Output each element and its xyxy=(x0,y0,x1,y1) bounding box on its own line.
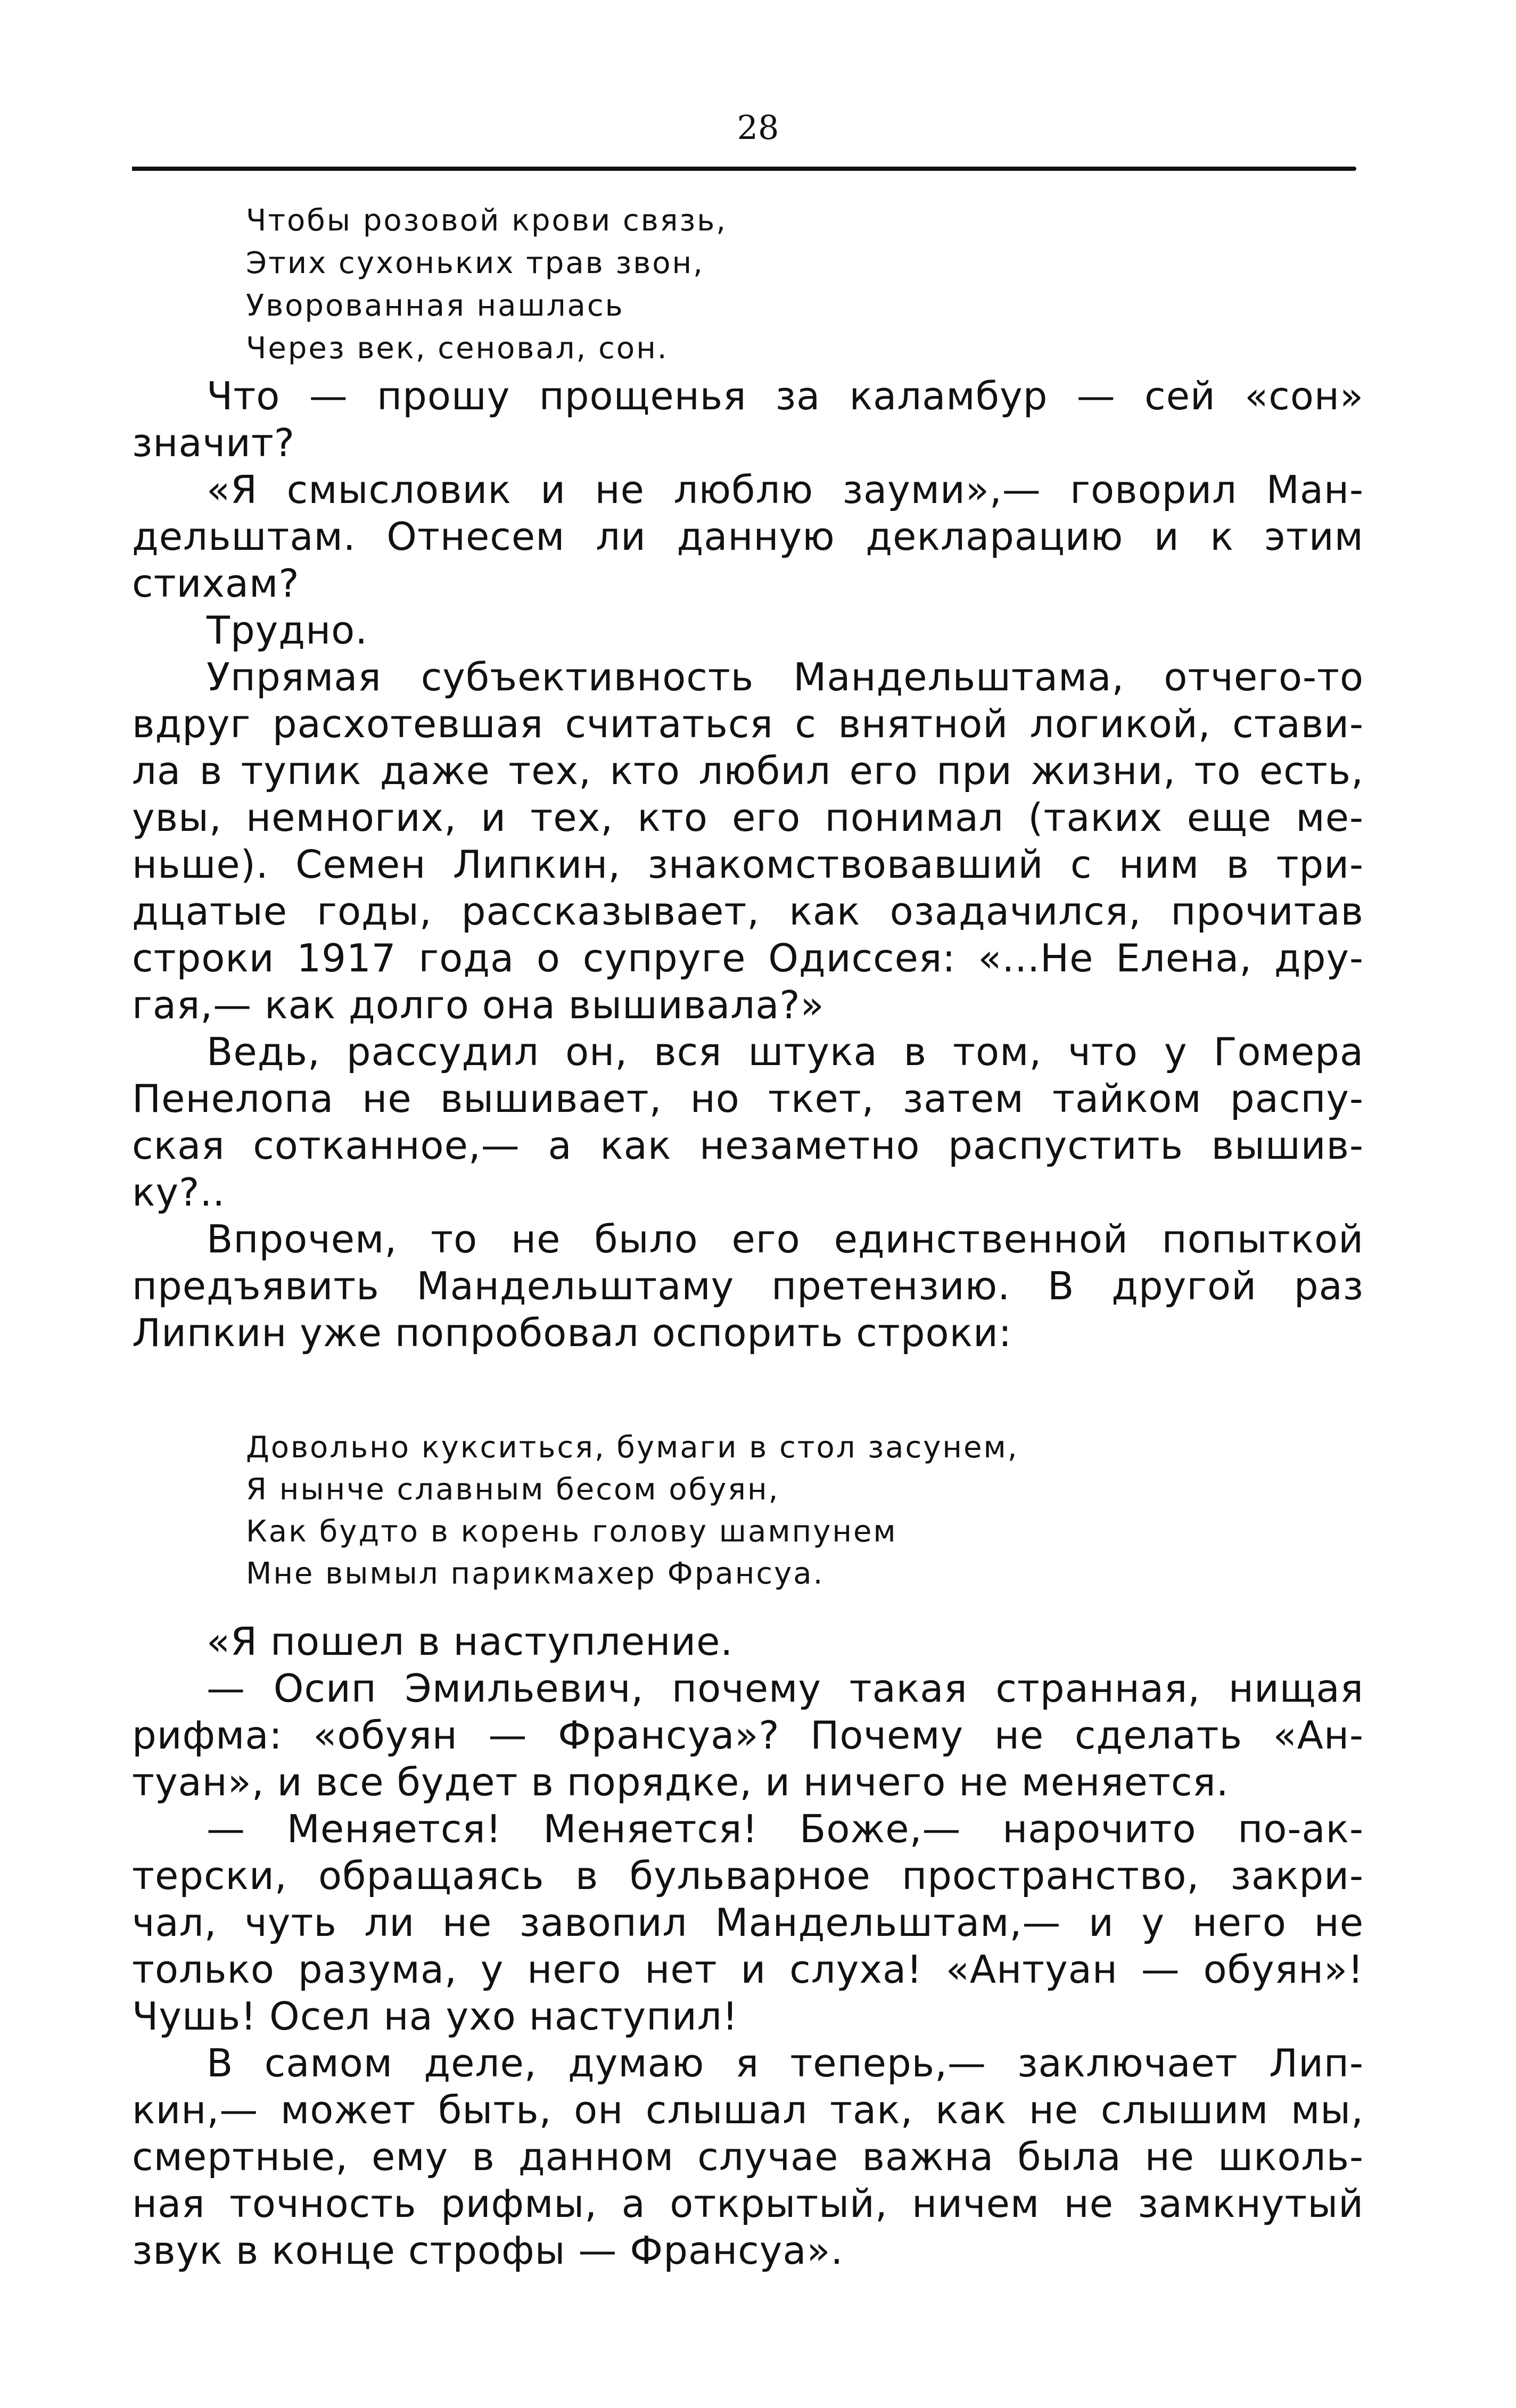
text-line: значит? xyxy=(132,420,295,465)
text-line: «Я пошел в наступление. xyxy=(207,1619,734,1664)
body-text-1 xyxy=(132,373,1364,1356)
text-line: Впрочем, то не было его единственной попыткой xyxy=(207,1217,1364,1261)
poem-line: Чтобы розовой крови связь, xyxy=(246,203,728,238)
text-line: увы, немногих, и тех, кто его понимал (таких еще ме- xyxy=(132,795,1364,840)
text-line: ньше). Семен Липкин, знакомствовавший с ним в три- xyxy=(132,842,1364,887)
text-line: — Осип Эмильевич, почему такая странная, нищая xyxy=(207,1666,1364,1711)
text-line: «Я смысловик и не люблю зауми»,— говорил Ман- xyxy=(207,467,1364,512)
text-line: дцатые годы, рассказывает, как озадачился, прочитав xyxy=(132,889,1364,934)
text-line: В самом деле, думаю я теперь,— заключает Лип- xyxy=(207,2041,1364,2085)
body-text-2 xyxy=(132,1618,1364,2274)
poem-quote-1 xyxy=(246,200,727,370)
text-line: чал, чуть ли не завопил Мандельштам,— и у него не xyxy=(132,1900,1364,1945)
text-line: Чушь! Осел на ухо наступил! xyxy=(132,1994,738,2039)
header-rule xyxy=(132,167,1356,171)
text-line: гая,— как долго она вышивала?» xyxy=(132,983,825,1027)
poem-line: Мне вымыл парикмахер Франсуа. xyxy=(246,1556,825,1591)
text-line: туан», и все будет в порядке, и ничего не меняется. xyxy=(132,1760,1229,1804)
text-line: рифма: «обуян — Франсуа»? Почему не сделать «Ан- xyxy=(132,1713,1364,1758)
text-line: Что — прошу прощенья за каламбур — сей «сон» xyxy=(207,374,1364,418)
text-line: кин,— может быть, он слышал так, как не слышим мы, xyxy=(132,2088,1364,2132)
poem-line: Через век, сеновал, сон. xyxy=(246,331,669,366)
poem-line: Этих сухоньких трав звон, xyxy=(246,246,704,281)
page-number: 28 xyxy=(737,108,779,147)
poem-line: Я нынче славным бесом обуян, xyxy=(246,1472,780,1507)
poem-line: Довольно кукситься, бумаги в стол засунем, xyxy=(246,1430,1019,1465)
text-line: Трудно. xyxy=(207,608,368,653)
text-line: звук в конце строфы — Франсуа». xyxy=(132,2228,844,2273)
text-line: строки 1917 года о супруге Одиссея: «...Не Елена, дру- xyxy=(132,936,1364,980)
text-line: предъявить Мандельштаму претензию. В другой раз xyxy=(132,1264,1364,1308)
poem-line: Как будто в корень голову шампунем xyxy=(246,1514,897,1549)
text-line: Пенелопа не вышивает, но ткет, затем тайком распу- xyxy=(132,1076,1364,1121)
text-line: — Меняется! Меняется! Боже,— нарочито по-ак- xyxy=(207,1807,1364,1851)
text-line: вдруг расхотевшая считаться с внятной логикой, стави- xyxy=(132,702,1364,746)
text-line: Ведь, рассудил он, вся штука в том, что у Гомера xyxy=(207,1029,1364,1074)
text-line: ская сотканное,— а как незаметно распустить вышив- xyxy=(132,1123,1364,1168)
text-line: ла в тупик даже тех, кто любил его при жизни, то есть, xyxy=(132,748,1364,793)
text-line: смертные, ему в данном случае важна была не школь- xyxy=(132,2134,1364,2179)
text-line: только разума, у него нет и слуха! «Антуан — обуян»! xyxy=(132,1947,1364,1992)
text-line: стихам? xyxy=(132,561,300,606)
text-line: ная точность рифмы, а открытый, ничем не замкнутый xyxy=(132,2181,1364,2226)
text-line: Упрямая субъективность Мандельштама, отчего-то xyxy=(207,655,1364,699)
poem-quote-2 xyxy=(246,1426,1019,1595)
text-line: терски, обращаясь в бульварное пространство, закри- xyxy=(132,1853,1364,1898)
text-line: ку?.. xyxy=(132,1170,226,1215)
text-line: дельштам. Отнесем ли данную декларацию и к этим xyxy=(132,514,1364,559)
poem-line: Уворованная нашлась xyxy=(246,288,624,323)
text-line: Липкин уже попробовал оспорить строки: xyxy=(132,1310,1012,1355)
